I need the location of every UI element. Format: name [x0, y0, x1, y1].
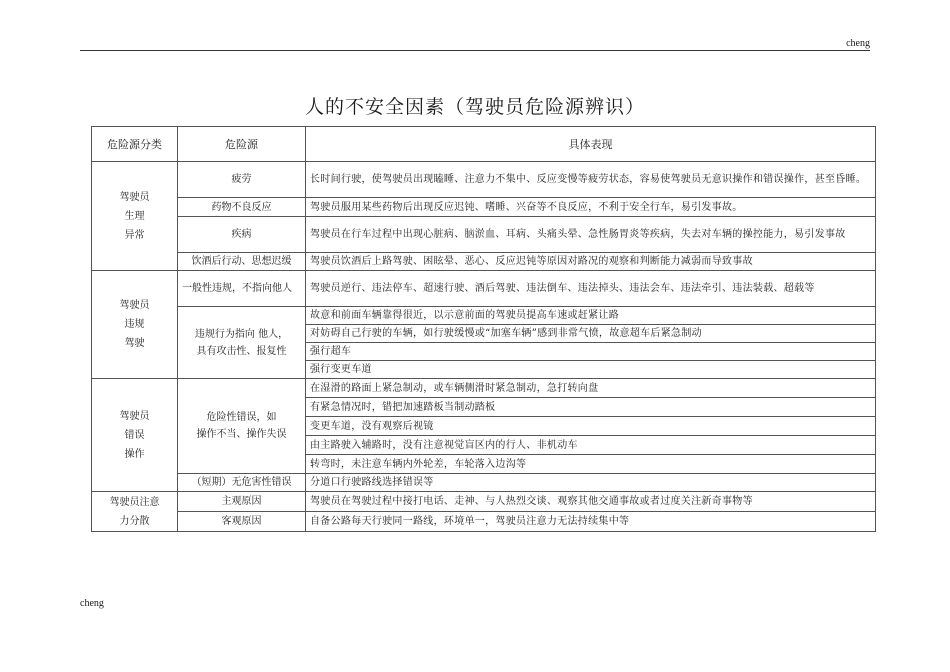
- hazard-source-cell: 一般性违规，不指向他人: [178, 271, 306, 307]
- description-cell: 驾驶员在驾驶过程中接打电话、走神、与人热烈交谈、观察其他交通事故或者过度关注新奇事物等: [306, 492, 876, 512]
- hazard-source-cell: 药物不良反应: [178, 198, 306, 217]
- hazard-source-cell: 危险性错误，如 操作不当、操作失误: [178, 379, 306, 474]
- description-cell: 驾驶员服用某些药物后出现反应迟钝、嗜睡、兴奋等不良反应，不利于安全行车，易引发事故。: [306, 198, 876, 217]
- category-physiological: 驾驶员 生理 异常: [92, 162, 178, 271]
- table-header-row: [92, 127, 876, 162]
- header-hazard-source: 危险源: [178, 127, 306, 162]
- description-cell: 驾驶员饮酒后上路驾驶、困眩晕、恶心、反应迟钝等原因对路况的观察和判断能力减弱而导致事故: [306, 253, 876, 271]
- table-row: [92, 217, 876, 253]
- page-footer-name: cheng: [80, 598, 104, 609]
- description-cell: 驾驶员逆行、违法停车、超速行驶、酒后驾驶、违法倒车、违法掉头、违法会车、违法牵引、违法装载、超载等: [306, 271, 876, 307]
- hazard-source-cell: 饮酒后行动、思想迟缓: [178, 253, 306, 271]
- description-cell: 转弯时，未注意车辆内外轮差，车轮落入边沟等: [306, 455, 876, 474]
- hazard-source-cell: （短期）无危害性错误: [178, 474, 306, 492]
- description-cell: 故意和前面车辆靠得很近，以示意前面的驾驶员提高车速或赶紧让路: [306, 307, 876, 325]
- category-violation: 驾驶员 违规 驾驶: [92, 271, 178, 379]
- header-category: 危险源分类: [92, 127, 178, 162]
- page-header-name: cheng: [846, 38, 870, 49]
- description-cell: 驾驶员在行车过程中出现心脏病、脑淤血、耳病、头痛头晕、急性肠胃炎等疾病，失去对车辆的操控能力，易引发事故: [306, 217, 876, 253]
- table-row: [92, 492, 876, 512]
- table-row: [92, 198, 876, 217]
- table-row: [92, 474, 876, 492]
- document-title: 人的不安全因素（驾驶员危险源辨识）: [304, 96, 645, 118]
- description-cell: 强行变更车道: [306, 361, 876, 379]
- category-error: 驾驶员 错误 操作: [92, 379, 178, 492]
- hazard-source-cell: 客观原因: [178, 512, 306, 532]
- hazard-source-cell: 违规行为指向 他人， 具有攻击性、报复性: [178, 307, 306, 379]
- category-distraction: 驾驶员注意 力分散: [92, 492, 178, 532]
- table-row: [92, 379, 876, 398]
- table-row: [92, 512, 876, 532]
- description-cell: 分道口行驶路线选择错误等: [306, 474, 876, 492]
- table-row: [92, 162, 876, 198]
- description-cell: 自备公路每天行驶同一路线，环境单一，驾驶员注意力无法持续集中等: [306, 512, 876, 532]
- header-manifestation: 具体表现: [306, 127, 876, 162]
- hazard-source-cell: 主观原因: [178, 492, 306, 512]
- description-cell: 在湿滑的路面上紧急制动，或车辆侧滑时紧急制动，急打转向盘: [306, 379, 876, 398]
- description-cell: 有紧急情况时，错把加速踏板当制动踏板: [306, 398, 876, 417]
- description-cell: 由主路驶入辅路时，没有注意视觉盲区内的行人、非机动车: [306, 436, 876, 455]
- description-cell: 强行超车: [306, 343, 876, 361]
- table-row: [92, 253, 876, 271]
- hazard-source-cell: 疾病: [178, 217, 306, 253]
- hazard-identification-table: [91, 126, 876, 532]
- table-row: [92, 271, 876, 307]
- table-row: [92, 307, 876, 325]
- header-divider: [80, 50, 870, 51]
- description-cell: 变更车道，没有观察后视镜: [306, 417, 876, 436]
- description-cell: 长时间行驶，使驾驶员出现瞌睡、注意力不集中、反应变慢等疲劳状态，容易使驾驶员无意识操作和错误操作，甚至昏睡。: [306, 162, 876, 198]
- hazard-source-cell: 疲劳: [178, 162, 306, 198]
- description-cell: 对妨碍自己行驶的车辆，如行驶缓慢或“加塞车辆”感到非常气愤，故意超车后紧急制动: [306, 325, 876, 343]
